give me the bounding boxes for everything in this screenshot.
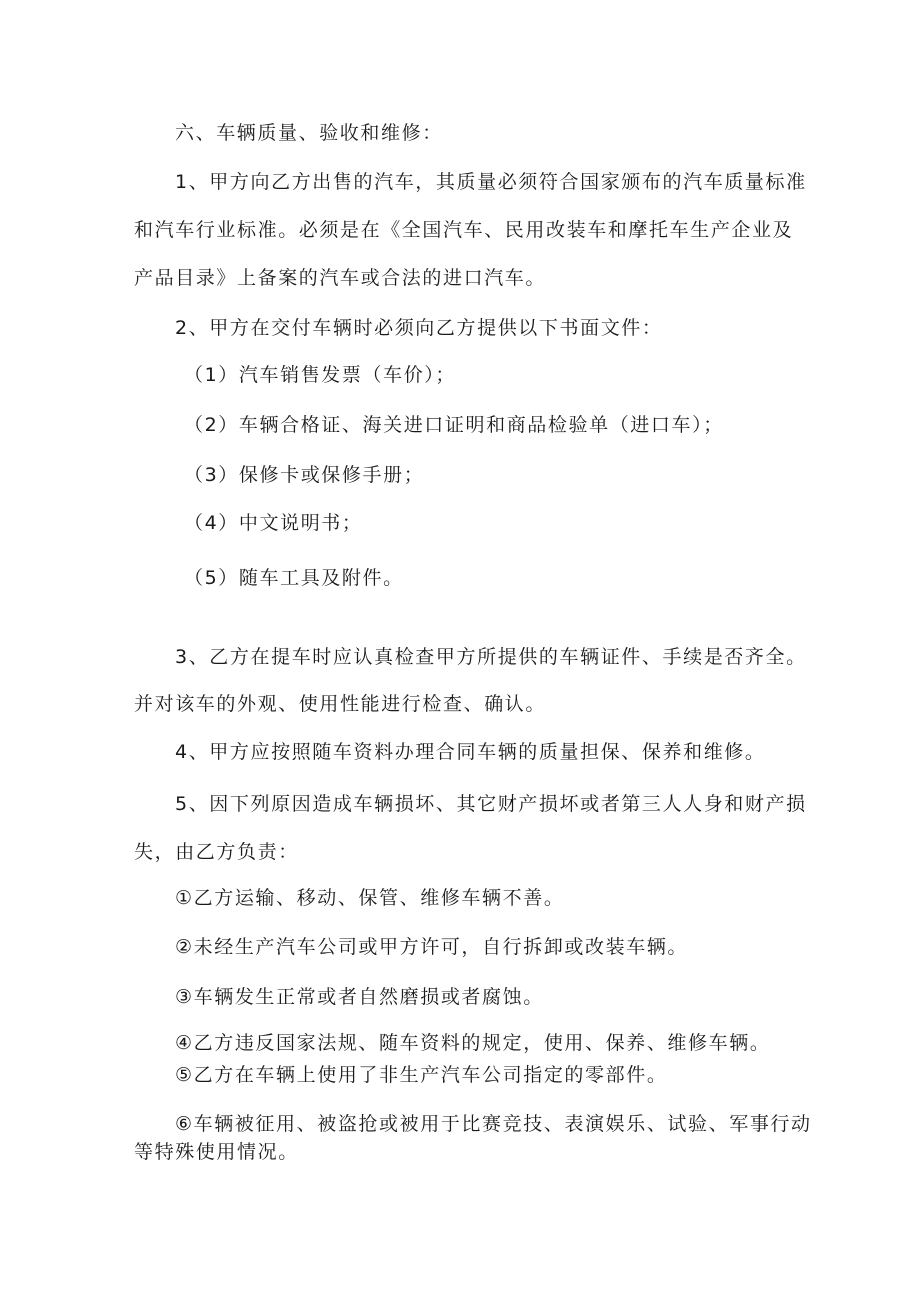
item2-subitem-5: （5）随车工具及附件。 (184, 567, 404, 589)
item1-line1: 1、甲方向乙方出售的汽车，其质量必须符合国家颁布的汽车质量标准 (175, 171, 807, 193)
item1-line3: 产品目录》上备案的汽车或合法的进口汽车。 (134, 267, 547, 289)
item2-subitem-2: （2）车辆合格证、海关进口证明和商品检验单（进口车）； (184, 414, 724, 436)
reason-3: ③车辆发生正常或者自然磨损或者腐蚀。 (175, 986, 544, 1008)
reason-6-line1: ⑥车辆被征用、被盗抢或被用于比赛竞技、表演娱乐、试验、军事行动 (175, 1113, 812, 1135)
reason-1: ①乙方运输、移动、保管、维修车辆不善。 (175, 887, 565, 909)
reason-5: ⑤乙方在车辆上使用了非生产汽车公司指定的零部件。 (175, 1064, 668, 1086)
item1-line2: 和汽车行业标准。必须是在《全国汽车、民用改装车和摩托车生产企业及 (134, 219, 794, 241)
section-heading: 六、车辆质量、验收和维修： (175, 122, 443, 144)
reason-4: ④乙方违反国家法规、随车资料的规定，使用、保养、维修车辆。 (175, 1032, 771, 1054)
item2-subitem-1: （1）汽车销售发票（车价）； (184, 364, 456, 386)
item2-subitem-4: （4）中文说明书； (184, 512, 363, 534)
item3-line2: 并对该车的外观、使用性能进行检查、确认。 (134, 693, 547, 715)
item5-line1: 5、因下列原因造成车辆损坏、其它财产损坏或者第三人人身和财产损 (175, 793, 807, 815)
item5-line2: 失，由乙方负责： (134, 841, 299, 863)
item3-line1: 3、乙方在提车时应认真检查甲方所提供的车辆证件、手续是否齐全。 (175, 646, 807, 668)
item4-line1: 4、甲方应按照随车资料办理合同车辆的质量担保、保养和维修。 (175, 741, 766, 763)
item2-line1: 2、甲方在交付车辆时必须向乙方提供以下书面文件： (175, 317, 663, 339)
reason-2: ②未经生产汽车公司或甲方许可，自行拆卸或改装车辆。 (175, 936, 689, 958)
item2-subitem-3: （3）保修卡或保修手册； (184, 464, 425, 486)
reason-6-line2: 等特殊使用情况。 (134, 1141, 299, 1163)
